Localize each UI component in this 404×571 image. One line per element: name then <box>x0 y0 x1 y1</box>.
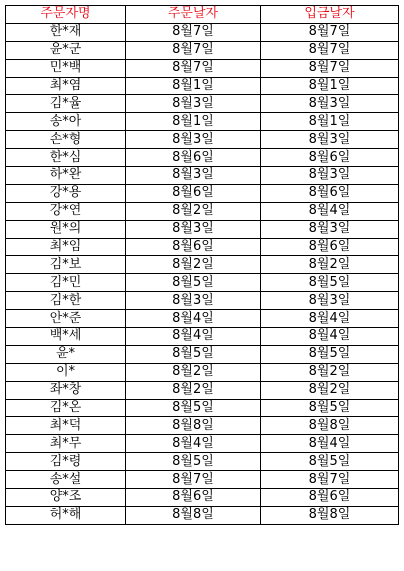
cell-orderer-name: 최*임 <box>6 238 126 256</box>
header-orderer-name: 주문자명 <box>6 6 126 24</box>
cell-payment-date: 8월3일 <box>261 131 399 149</box>
cell-order-date: 8월2일 <box>126 202 261 220</box>
table-body <box>6 23 399 524</box>
cell-order-date: 8월1일 <box>126 77 261 95</box>
header-row <box>6 6 399 24</box>
table-header <box>6 6 399 24</box>
cell-order-date: 8월5일 <box>126 345 261 363</box>
header-order-date: 주문날자 <box>126 6 261 24</box>
cell-orderer-name: 좌*창 <box>6 381 126 399</box>
cell-order-date: 8월3일 <box>126 220 261 238</box>
cell-order-date: 8월3일 <box>126 167 261 185</box>
cell-order-date: 8월6일 <box>126 238 261 256</box>
table-row <box>6 220 399 238</box>
table-row <box>6 345 399 363</box>
table-row <box>6 417 399 435</box>
table-row <box>6 59 399 77</box>
cell-orderer-name: 김*율 <box>6 95 126 113</box>
cell-order-date: 8월4일 <box>126 435 261 453</box>
cell-payment-date: 8월6일 <box>261 489 399 507</box>
table-row <box>6 363 399 381</box>
table-row <box>6 95 399 113</box>
table-row <box>6 256 399 274</box>
cell-orderer-name: 윤*군 <box>6 41 126 59</box>
table-row <box>6 292 399 310</box>
cell-order-date: 8월3일 <box>126 131 261 149</box>
cell-payment-date: 8월2일 <box>261 381 399 399</box>
table-row <box>6 506 399 524</box>
table-row <box>6 149 399 167</box>
cell-payment-date: 8월3일 <box>261 292 399 310</box>
table-row <box>6 184 399 202</box>
cell-orderer-name: 김*한 <box>6 292 126 310</box>
cell-payment-date: 8월6일 <box>261 149 399 167</box>
cell-orderer-name: 강*용 <box>6 184 126 202</box>
cell-order-date: 8월7일 <box>126 41 261 59</box>
cell-orderer-name: 한*심 <box>6 149 126 167</box>
cell-order-date: 8월3일 <box>126 95 261 113</box>
cell-payment-date: 8월1일 <box>261 77 399 95</box>
cell-order-date: 8월6일 <box>126 489 261 507</box>
cell-orderer-name: 최*무 <box>6 435 126 453</box>
cell-order-date: 8월2일 <box>126 381 261 399</box>
cell-order-date: 8월7일 <box>126 471 261 489</box>
cell-order-date: 8월1일 <box>126 113 261 131</box>
cell-payment-date: 8월7일 <box>261 41 399 59</box>
header-payment-date: 입금날자 <box>261 6 399 24</box>
table-row <box>6 381 399 399</box>
table-row <box>6 23 399 41</box>
cell-payment-date: 8월5일 <box>261 453 399 471</box>
cell-payment-date: 8월3일 <box>261 220 399 238</box>
order-payment-table <box>5 5 399 525</box>
cell-payment-date: 8월4일 <box>261 328 399 346</box>
cell-orderer-name: 최*염 <box>6 77 126 95</box>
cell-order-date: 8월7일 <box>126 23 261 41</box>
table-row <box>6 489 399 507</box>
cell-orderer-name: 송*아 <box>6 113 126 131</box>
cell-payment-date: 8월7일 <box>261 23 399 41</box>
cell-order-date: 8월2일 <box>126 256 261 274</box>
cell-orderer-name: 손*형 <box>6 131 126 149</box>
table-row <box>6 328 399 346</box>
cell-orderer-name: 강*연 <box>6 202 126 220</box>
cell-orderer-name: 하*완 <box>6 167 126 185</box>
table-row <box>6 399 399 417</box>
cell-orderer-name: 백*세 <box>6 328 126 346</box>
cell-payment-date: 8월6일 <box>261 184 399 202</box>
cell-order-date: 8월8일 <box>126 417 261 435</box>
cell-payment-date: 8월5일 <box>261 345 399 363</box>
cell-orderer-name: 김*민 <box>6 274 126 292</box>
cell-order-date: 8월6일 <box>126 149 261 167</box>
cell-order-date: 8월5일 <box>126 399 261 417</box>
cell-payment-date: 8월2일 <box>261 256 399 274</box>
cell-order-date: 8월6일 <box>126 184 261 202</box>
cell-order-date: 8월8일 <box>126 506 261 524</box>
cell-orderer-name: 김*령 <box>6 453 126 471</box>
cell-payment-date: 8월1일 <box>261 113 399 131</box>
table-row <box>6 238 399 256</box>
cell-payment-date: 8월5일 <box>261 274 399 292</box>
table-row <box>6 435 399 453</box>
cell-order-date: 8월2일 <box>126 363 261 381</box>
table-row <box>6 202 399 220</box>
cell-orderer-name: 한*재 <box>6 23 126 41</box>
cell-payment-date: 8월8일 <box>261 506 399 524</box>
cell-order-date: 8월3일 <box>126 292 261 310</box>
cell-order-date: 8월4일 <box>126 328 261 346</box>
cell-orderer-name: 허*해 <box>6 506 126 524</box>
cell-payment-date: 8월2일 <box>261 363 399 381</box>
cell-payment-date: 8월7일 <box>261 471 399 489</box>
table-row <box>6 453 399 471</box>
cell-order-date: 8월5일 <box>126 274 261 292</box>
cell-payment-date: 8월3일 <box>261 95 399 113</box>
table-row <box>6 77 399 95</box>
cell-orderer-name: 안*준 <box>6 310 126 328</box>
cell-order-date: 8월4일 <box>126 310 261 328</box>
cell-orderer-name: 김*보 <box>6 256 126 274</box>
table-row <box>6 310 399 328</box>
table-row <box>6 41 399 59</box>
cell-order-date: 8월7일 <box>126 59 261 77</box>
cell-orderer-name: 이* <box>6 363 126 381</box>
cell-orderer-name: 김*온 <box>6 399 126 417</box>
cell-orderer-name: 민*백 <box>6 59 126 77</box>
cell-orderer-name: 송*설 <box>6 471 126 489</box>
table-row <box>6 274 399 292</box>
cell-orderer-name: 원*의 <box>6 220 126 238</box>
table-row <box>6 471 399 489</box>
cell-payment-date: 8월4일 <box>261 310 399 328</box>
cell-payment-date: 8월4일 <box>261 435 399 453</box>
cell-orderer-name: 최*덕 <box>6 417 126 435</box>
cell-payment-date: 8월5일 <box>261 399 399 417</box>
cell-payment-date: 8월4일 <box>261 202 399 220</box>
cell-payment-date: 8월8일 <box>261 417 399 435</box>
cell-payment-date: 8월6일 <box>261 238 399 256</box>
table-row <box>6 167 399 185</box>
cell-orderer-name: 양*조 <box>6 489 126 507</box>
table-row <box>6 131 399 149</box>
table-row <box>6 113 399 131</box>
cell-orderer-name: 윤* <box>6 345 126 363</box>
cell-payment-date: 8월3일 <box>261 167 399 185</box>
cell-order-date: 8월5일 <box>126 453 261 471</box>
cell-payment-date: 8월7일 <box>261 59 399 77</box>
